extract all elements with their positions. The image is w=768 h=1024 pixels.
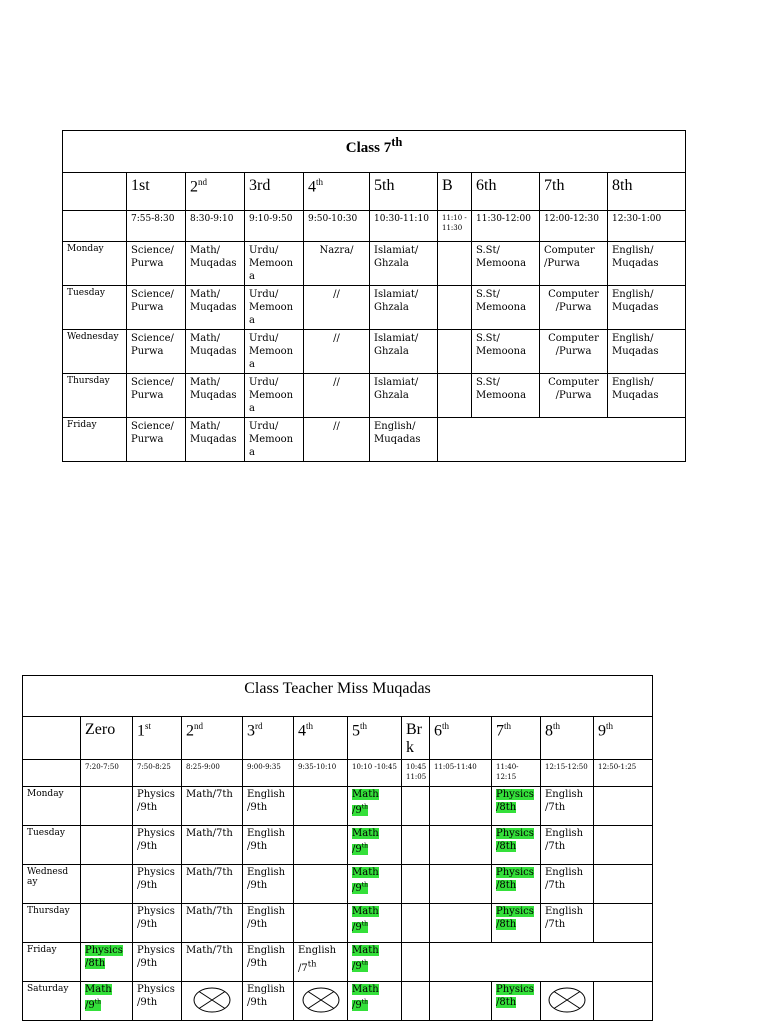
- lesson-cell: [430, 865, 492, 904]
- lesson-cell: [182, 826, 243, 865]
- lesson-cell: [182, 787, 243, 826]
- lesson-cell: [243, 787, 294, 826]
- lesson-cell: [81, 904, 133, 943]
- class-teacher-timetable: [22, 675, 653, 1021]
- day-label: Tuesday: [63, 286, 127, 330]
- period-number: 4: [298, 722, 306, 740]
- lesson-cell: Computer /Purwa: [540, 286, 608, 330]
- lesson-cell: [348, 904, 402, 943]
- period-suffix: rd: [255, 721, 263, 731]
- lesson-cell: Urdu/ Memoon a: [245, 418, 304, 462]
- lesson-cell: Nazra/: [304, 242, 370, 286]
- day-label: Thursday: [23, 904, 81, 943]
- lesson-cell: Science/ Purwa: [127, 330, 186, 374]
- period-number: 6: [434, 722, 442, 740]
- day-label: Friday: [63, 418, 127, 462]
- lesson-cell: [438, 374, 472, 418]
- period-suffix: th: [504, 721, 512, 731]
- lesson-cell: [294, 982, 348, 1021]
- lesson-cell: [430, 826, 492, 865]
- period-suffix: st: [145, 721, 152, 731]
- lesson-text: Physics /9th: [137, 984, 175, 1008]
- lesson-cell: [430, 982, 492, 1021]
- lesson-cell: [541, 865, 594, 904]
- lesson-cell: [541, 982, 594, 1021]
- lesson-cell: Urdu/ Memoon a: [245, 286, 304, 330]
- lesson-cell: English/ Muqadas: [608, 286, 686, 330]
- period-suffix: th: [316, 177, 324, 187]
- lesson-text: Math /9th: [85, 984, 112, 1011]
- period-header: [430, 717, 492, 760]
- period-time: 12:15-12:50: [541, 760, 594, 787]
- corner-cell: [63, 173, 127, 211]
- period-header: [594, 717, 653, 760]
- period-time: 10:10 -10:45: [348, 760, 402, 787]
- period-header: [127, 173, 186, 211]
- period-number: 5th: [374, 177, 395, 194]
- period-header: [472, 173, 540, 211]
- lesson-text: Physics /9th: [137, 828, 175, 852]
- period-number: 2: [186, 722, 194, 740]
- lesson-text: English /7th: [545, 828, 584, 852]
- lesson-cell: //: [304, 418, 370, 462]
- period-header: [540, 173, 608, 211]
- lesson-text: Physics /8th: [496, 867, 534, 891]
- lesson-cell: Computer /Purwa: [540, 374, 608, 418]
- period-time: 12:30-1:00: [608, 211, 686, 242]
- lesson-cell: [541, 904, 594, 943]
- lesson-cell: [133, 865, 182, 904]
- period-time: 7:50-8:25: [133, 760, 182, 787]
- lesson-text: Physics /8th: [496, 906, 534, 930]
- lesson-cell: [492, 904, 541, 943]
- lesson-cell: [294, 865, 348, 904]
- lesson-cell: [492, 865, 541, 904]
- lesson-text: English /9th: [247, 867, 286, 891]
- lesson-cell: [348, 787, 402, 826]
- period-header: [541, 717, 594, 760]
- timetable-title: Class Teacher Miss Muqadas: [23, 676, 653, 717]
- corner-cell: [63, 211, 127, 242]
- lesson-cell: [182, 904, 243, 943]
- lesson-cell: Science/ Purwa: [127, 286, 186, 330]
- lesson-cell: English/ Muqadas: [608, 330, 686, 374]
- lesson-cell: [294, 787, 348, 826]
- lesson-cell: Math/ Muqadas: [186, 286, 245, 330]
- day-label: Monday: [23, 787, 81, 826]
- lesson-cell: [430, 943, 653, 982]
- day-label: Friday: [23, 943, 81, 982]
- period-time: 8:25-9:00: [182, 760, 243, 787]
- lesson-cell: [492, 787, 541, 826]
- lesson-cell: Math/ Muqadas: [186, 418, 245, 462]
- lesson-text: Physics /9th: [137, 906, 175, 930]
- lesson-cell: [182, 865, 243, 904]
- day-label: Saturday: [23, 982, 81, 1021]
- period-suffix: th: [306, 721, 314, 731]
- lesson-cell: [81, 943, 133, 982]
- lesson-cell: [243, 826, 294, 865]
- lesson-suffix: th: [94, 998, 102, 1006]
- lesson-cell: English/ Muqadas: [608, 242, 686, 286]
- lesson-text: Math /9th: [352, 945, 379, 972]
- period-header: [182, 717, 243, 760]
- period-time: 9:10-9:50: [245, 211, 304, 242]
- period-number: Br k: [406, 721, 422, 756]
- period-time: 12:00-12:30: [540, 211, 608, 242]
- period-time: 9:35-10:10: [294, 760, 348, 787]
- lesson-cell: Urdu/ Memoon a: [245, 242, 304, 286]
- lesson-cell: [133, 982, 182, 1021]
- lesson-cell: [348, 943, 402, 982]
- lesson-cell: [541, 787, 594, 826]
- lesson-text: Physics /8th: [85, 945, 123, 969]
- lesson-cell: Math/ Muqadas: [186, 374, 245, 418]
- lesson-text: English /7th: [545, 867, 584, 891]
- lesson-cell: Islamiat/ Ghzala: [370, 286, 438, 330]
- lesson-cell: S.St/ Memoona: [472, 330, 540, 374]
- lesson-cell: [492, 982, 541, 1021]
- period-suffix: th: [553, 721, 561, 731]
- lesson-text: Physics /9th: [137, 867, 175, 891]
- lesson-suffix: th: [361, 998, 369, 1006]
- period-header: [294, 717, 348, 760]
- period-number: 4: [308, 178, 316, 196]
- lesson-cell: [541, 826, 594, 865]
- period-suffix: nd: [194, 721, 203, 731]
- period-suffix: th: [442, 721, 450, 731]
- timetable-title: Class 7th: [63, 131, 686, 173]
- lesson-cell: Islamiat/ Ghzala: [370, 242, 438, 286]
- lesson-cell: [402, 982, 430, 1021]
- period-header: [608, 173, 686, 211]
- period-header: [438, 173, 472, 211]
- lesson-cell: [430, 904, 492, 943]
- lesson-cell: [594, 982, 653, 1021]
- lesson-cell: [294, 904, 348, 943]
- period-number: 5: [352, 722, 360, 740]
- period-time: 12:50-1:25: [594, 760, 653, 787]
- period-time: 11:30-12:00: [472, 211, 540, 242]
- lesson-text: Physics /9th: [137, 789, 175, 813]
- lesson-cell: [243, 865, 294, 904]
- day-label: Monday: [63, 242, 127, 286]
- day-label: Wednesd ay: [23, 865, 81, 904]
- lesson-cell: S.St/ Memoona: [472, 374, 540, 418]
- lesson-suffix: th: [361, 803, 369, 811]
- lesson-text: Math /9th: [352, 867, 379, 894]
- period-header: [186, 173, 245, 211]
- corner-cell: [23, 717, 81, 760]
- lesson-text: Physics /8th: [496, 984, 534, 1008]
- lesson-cell: [133, 787, 182, 826]
- period-header: [348, 717, 402, 760]
- period-number: 7th: [544, 177, 565, 194]
- period-time: 11:10 - 11:30: [438, 211, 472, 242]
- lesson-text: Math/7th: [186, 906, 233, 917]
- lesson-cell: [243, 904, 294, 943]
- lesson-cell: Math/ Muqadas: [186, 330, 245, 374]
- lesson-cell: [492, 826, 541, 865]
- period-header: [243, 717, 294, 760]
- lesson-cell: Computer /Purwa: [540, 242, 608, 286]
- crossed-circle-icon: [301, 986, 341, 1014]
- lesson-suffix: th: [361, 959, 369, 967]
- period-suffix: th: [360, 721, 368, 731]
- lesson-cell: S.St/ Memoona: [472, 242, 540, 286]
- class-7-timetable: [62, 130, 686, 462]
- crossed-circle-icon: [547, 986, 587, 1014]
- period-time: 9:50-10:30: [304, 211, 370, 242]
- lesson-cell: [594, 787, 653, 826]
- lesson-text: Math /9th: [352, 984, 379, 1011]
- lesson-text: English /7th: [545, 789, 584, 813]
- lesson-text: Math/7th: [186, 945, 233, 956]
- lesson-text: English /7th: [545, 906, 584, 930]
- lesson-text: Math/7th: [186, 828, 233, 839]
- period-header: [370, 173, 438, 211]
- period-time: 11:05-11:40: [430, 760, 492, 787]
- period-time: 7:55-8:30: [127, 211, 186, 242]
- lesson-text: Math/7th: [186, 867, 233, 878]
- lesson-cell: English/ Muqadas: [608, 374, 686, 418]
- lesson-cell: [348, 826, 402, 865]
- period-number: 7: [496, 722, 504, 740]
- period-number: Zero: [85, 721, 116, 738]
- lesson-cell: [243, 943, 294, 982]
- lesson-text: Math /9th: [352, 828, 379, 855]
- period-header: [133, 717, 182, 760]
- period-number: 9: [598, 722, 606, 740]
- day-label: Wednesday: [63, 330, 127, 374]
- corner-cell: [23, 760, 81, 787]
- lesson-cell: Islamiat/ Ghzala: [370, 374, 438, 418]
- lesson-cell: [594, 904, 653, 943]
- lesson-cell: Computer /Purwa: [540, 330, 608, 374]
- lesson-text: English /9th: [247, 984, 286, 1008]
- period-header: [245, 173, 304, 211]
- period-number: 8th: [612, 177, 633, 194]
- lesson-cell: [438, 286, 472, 330]
- lesson-cell: //: [304, 330, 370, 374]
- lesson-suffix: th: [361, 842, 369, 850]
- lesson-cell: [438, 242, 472, 286]
- lesson-cell: [182, 943, 243, 982]
- period-time: 10:30-11:10: [370, 211, 438, 242]
- day-label: Tuesday: [23, 826, 81, 865]
- lesson-cell: Science/ Purwa: [127, 242, 186, 286]
- lesson-cell: [81, 826, 133, 865]
- period-header: [402, 717, 430, 760]
- lesson-text: Physics /8th: [496, 789, 534, 813]
- period-time: 11:40- 12:15: [492, 760, 541, 787]
- lesson-cell: [348, 982, 402, 1021]
- period-suffix: th: [606, 721, 614, 731]
- lesson-cell: [594, 865, 653, 904]
- lesson-cell: [402, 943, 430, 982]
- period-header: [304, 173, 370, 211]
- lesson-cell: English/ Muqadas: [370, 418, 438, 462]
- lesson-cell: [81, 787, 133, 826]
- lesson-text: English /7th: [298, 945, 337, 974]
- period-number: 3: [247, 722, 255, 740]
- lesson-text: Math/7th: [186, 789, 233, 800]
- lesson-text: Physics /9th: [137, 945, 175, 969]
- period-number: 2: [190, 178, 198, 196]
- period-header: [492, 717, 541, 760]
- lesson-text: English /9th: [247, 789, 286, 813]
- lesson-cell: [594, 826, 653, 865]
- lesson-cell: Islamiat/ Ghzala: [370, 330, 438, 374]
- lesson-cell: [402, 904, 430, 943]
- period-time: 9:00-9:35: [243, 760, 294, 787]
- lesson-cell: Science/ Purwa: [127, 418, 186, 462]
- lesson-cell: [402, 787, 430, 826]
- period-number: 3rd: [249, 177, 271, 194]
- crossed-circle-icon: [192, 986, 232, 1014]
- period-time: 8:30-9:10: [186, 211, 245, 242]
- period-number: B: [442, 177, 453, 194]
- lesson-text: English /9th: [247, 906, 286, 930]
- lesson-cell: [294, 943, 348, 982]
- lesson-cell: [243, 982, 294, 1021]
- lesson-text: English /9th: [247, 828, 286, 852]
- lesson-cell: [430, 787, 492, 826]
- lesson-cell: [133, 943, 182, 982]
- lesson-cell: [81, 865, 133, 904]
- period-number: 8: [545, 722, 553, 740]
- lesson-cell: [182, 982, 243, 1021]
- period-suffix: nd: [198, 177, 207, 187]
- period-number: 1: [137, 722, 145, 740]
- lesson-suffix: th: [361, 920, 369, 928]
- lesson-cell: [402, 865, 430, 904]
- lesson-cell: S.St/ Memoona: [472, 286, 540, 330]
- lesson-cell: //: [304, 286, 370, 330]
- period-number: 6th: [476, 177, 497, 194]
- lesson-suffix: th: [361, 881, 369, 889]
- lesson-cell: //: [304, 374, 370, 418]
- lesson-cell: Urdu/ Memoon a: [245, 330, 304, 374]
- lesson-cell: Urdu/ Memoon a: [245, 374, 304, 418]
- lesson-cell: [438, 418, 686, 462]
- day-label: Thursday: [63, 374, 127, 418]
- lesson-cell: Math/ Muqadas: [186, 242, 245, 286]
- lesson-cell: [348, 865, 402, 904]
- period-number: 1st: [131, 177, 150, 194]
- period-header: [81, 717, 133, 760]
- lesson-text: English /9th: [247, 945, 286, 969]
- lesson-cell: [294, 826, 348, 865]
- lesson-text: Physics /8th: [496, 828, 534, 852]
- lesson-cell: [438, 330, 472, 374]
- lesson-cell: Science/ Purwa: [127, 374, 186, 418]
- lesson-cell: [133, 904, 182, 943]
- period-time: 7:20-7:50: [81, 760, 133, 787]
- lesson-cell: [81, 982, 133, 1021]
- lesson-cell: [402, 826, 430, 865]
- lesson-cell: [133, 826, 182, 865]
- period-time: 10:45 11:05: [402, 760, 430, 787]
- lesson-suffix: th: [307, 958, 317, 969]
- lesson-text: Math /9th: [352, 906, 379, 933]
- lesson-text: Math /9th: [352, 789, 379, 816]
